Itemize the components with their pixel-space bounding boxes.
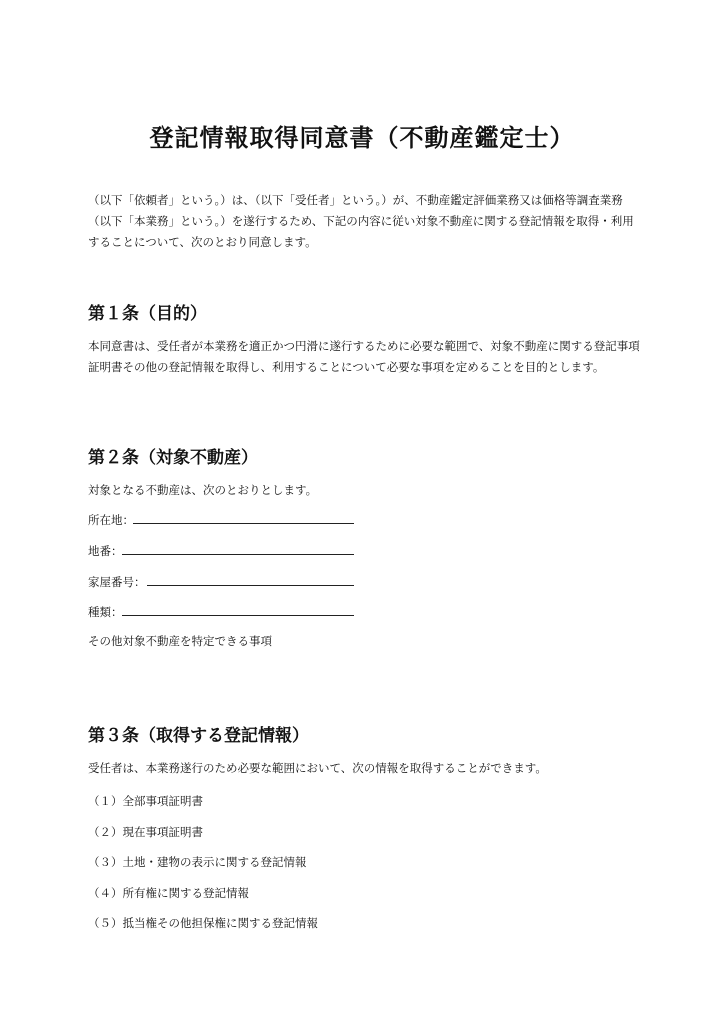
field-location-line <box>133 523 354 524</box>
list-item: （５）抵当権その他担保権に関する登記情報 <box>88 916 318 930</box>
field-lot-number-line <box>122 554 354 555</box>
field-house-number-label: 家屋番号： <box>88 575 146 589</box>
document-title: 登記情報取得同意書（不動産鑑定士） <box>149 124 575 152</box>
list-item: （２）現在事項証明書 <box>88 825 203 839</box>
list-item: （３）土地・建物の表示に関する登記情報 <box>88 855 307 869</box>
field-location <box>88 512 134 528</box>
article-2-lead: 対象となる不動産は、次のとおりとします。 <box>88 483 318 497</box>
field-lot-number <box>88 543 123 559</box>
field-house-number-line <box>147 585 354 586</box>
article-2-heading: 第２条（対象不動産） <box>88 448 258 468</box>
intro-paragraph: （以下「依頼者」という。）は、（以下「受任者」という。）が、不動産鑑定評価業務又は価格等調査業務（以下「本業務」という。）を遂行するため、下記の内容に従い対象不動産に関する登記情報を取得・利用することについて、次のとおり同意します。 <box>88 193 634 249</box>
field-type-line <box>122 615 354 616</box>
list-item: （１）全部事項証明書 <box>88 794 203 808</box>
list-item: （４）所有権に関する登記情報 <box>88 886 249 900</box>
article-1-body: 本同意書は、受任者が本業務を適正かつ円滑に遂行するために必要な範囲で、対象不動産に関する登記事項証明書その他の登記情報を取得し、利用することについて必要な事項を定めることを目的とします。 <box>88 339 640 374</box>
field-house-number <box>88 574 146 590</box>
field-type <box>88 604 123 620</box>
article-3-lead: 受任者は、本業務遂行のため必要な範囲において、次の情報を取得することができます。 <box>88 761 547 775</box>
article-2-other: その他対象不動産を特定できる事項 <box>88 634 272 648</box>
field-location-label: 所在地： <box>88 513 134 527</box>
field-lot-number-label: 地番： <box>88 544 123 558</box>
article-1-heading: 第１条（目的） <box>88 304 207 324</box>
field-type-label: 種類： <box>88 605 123 619</box>
article-3-heading: 第３条（取得する登記情報） <box>88 726 309 746</box>
